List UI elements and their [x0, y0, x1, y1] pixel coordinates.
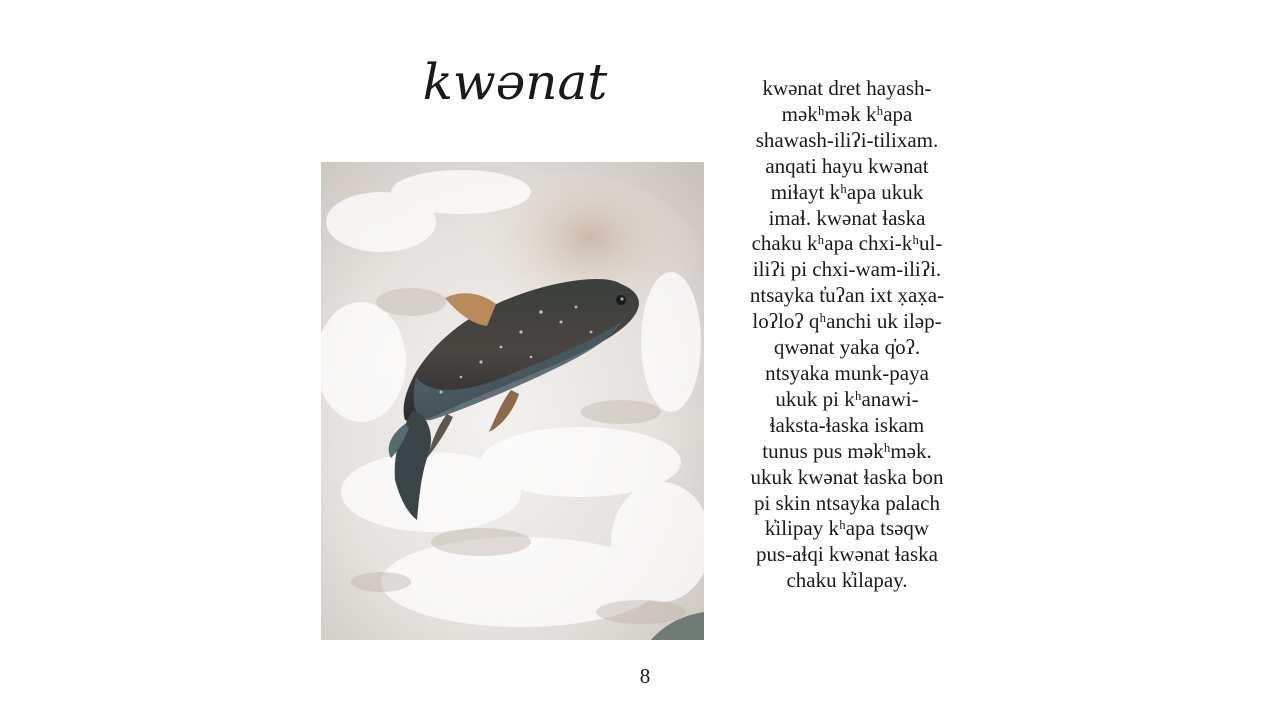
text-line: ntsyaka munk-paya — [765, 360, 929, 385]
text-line: imaɬ. kwənat ɬaska — [768, 205, 926, 230]
page-number: 8 — [639, 664, 651, 688]
text-line: tunus pus məkʰmək. — [762, 438, 932, 463]
text-line: chaku k̓ilapay. — [786, 568, 908, 593]
text-line: ɬaksta-ɬaska iskam — [769, 412, 925, 437]
salmon-leaping-icon — [321, 162, 704, 640]
text-line: ukuk kwənat ɬaska bon — [750, 464, 944, 489]
text-line: ntsayka t̓uʔan ixt x̣ax̣a- — [749, 283, 945, 308]
text-line: pi skin ntsayka palach — [753, 490, 941, 515]
text-line: məkʰmək kʰapa — [781, 101, 913, 126]
text-line: qwənat yaka q̓oʔ. — [773, 335, 921, 360]
text-line: ukuk pi kʰanawi- — [775, 386, 919, 411]
text-line: loʔloʔ qʰanchi uk iləp- — [752, 309, 942, 334]
text-line: chaku kʰapa chxi-kʰul- — [751, 231, 943, 256]
story-text — [716, 76, 978, 594]
page-title: kwənat — [422, 53, 608, 111]
text-line: k̓ilipay kʰapa tsəqw — [764, 516, 930, 541]
text-line: pus-aɬqi kwənat ɬaska — [756, 542, 938, 567]
text-line: anqati hayu kwənat — [765, 153, 929, 178]
salmon-photo — [321, 162, 704, 640]
text-line: shawash-iliʔi-tilixam. — [755, 127, 939, 152]
text-line: miɬayt kʰapa ukuk — [770, 179, 924, 204]
text-line: kwənat dret hayash- — [762, 76, 932, 100]
text-line: iliʔi pi chxi-wam-iliʔi. — [752, 257, 942, 282]
